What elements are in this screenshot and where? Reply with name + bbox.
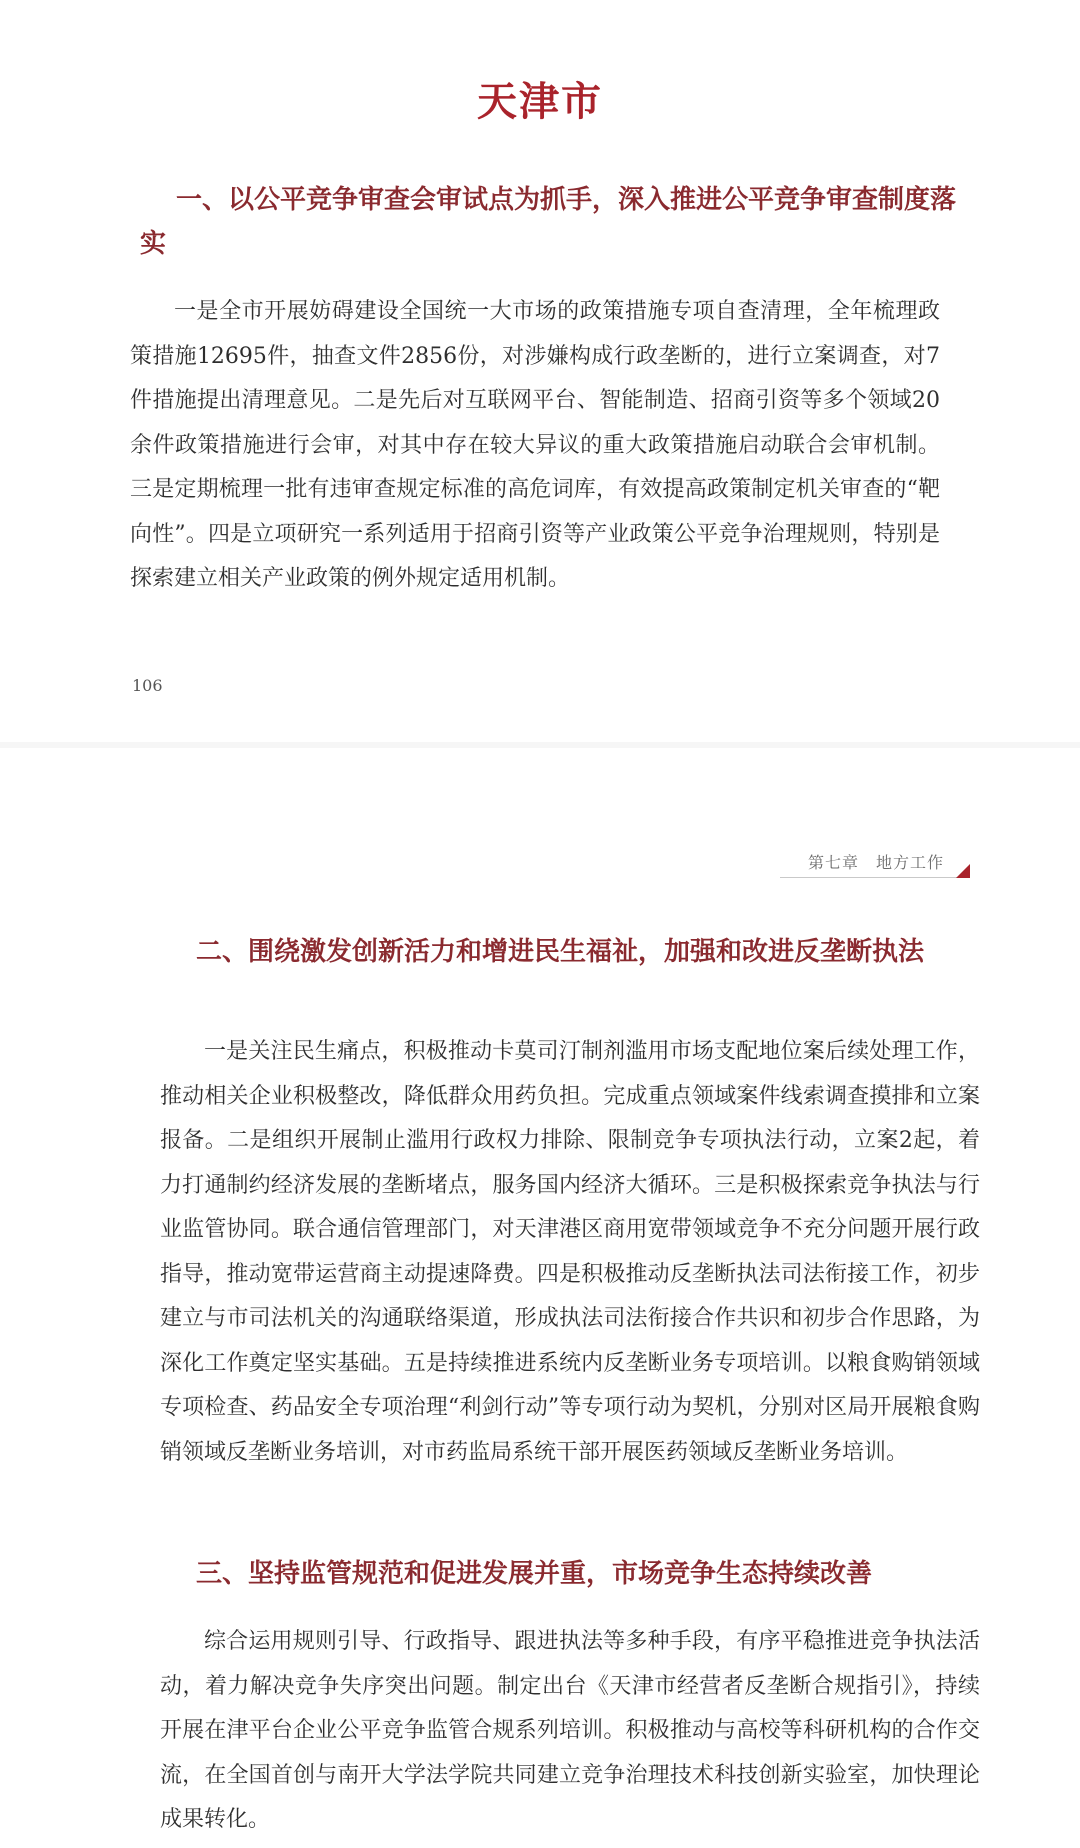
corner-triangle-icon (956, 864, 970, 878)
document-page-top (0, 0, 1080, 760)
page-number: 106 (132, 676, 163, 695)
section-body-1: 一是全市开展妨碍建设全国统一大市场的政策措施专项自查清理，全年梳理政策措施12695件，抽查文件2856份，对涉嫌构成行政垄断的，进行立案调查，对7件措施提出清理意见。二是先后对互联网平台、智能制造、招商引资等多个领域20余件政策措施进行会审，对其中存在较大异议的重大政策措施启动联合会审机制。三是定期梳理一批有违审查规定标准的高危词库，有效提高政策制定机关审查的“靶向性”。四是立项研究一系列适用于招商引资等产业政策公平竞争治理规则，特别是探索建立相关产业政策的例外规定适用机制。 (130, 299, 940, 591)
section-body-3: 综合运用规则引导、行政指导、跟进执法等多种手段，有序平稳推进竞争执法活动，着力解决竞争失序突出问题。制定出台《天津市经营者反垄断合规指引》，持续开展在津平台企业公平竞争监管合规系列培训。积极推动与高校等科研机构的合作交流，在全国首创与南开大学法学院共同建立竞争治理技术科技创新实验室，加快理论成果转化。 (160, 1629, 980, 1832)
section-heading-1: 一、以公平竞争审查会审试点为抓手，深入推进公平竞争审查制度落实 (140, 185, 957, 259)
section-heading-3: 三、坚持监管规范和促进发展并重，市场竞争生态持续改善 (196, 1559, 873, 1589)
page-divider (0, 742, 1080, 748)
chapter-rule (780, 877, 958, 878)
chapter-label: 第七章 地方工作 (807, 853, 944, 872)
page-title: 天津市 (477, 79, 603, 125)
section-body-2: 一是关注民生痛点，积极推动卡莫司汀制剂滥用市场支配地位案后续处理工作，推动相关企业积极整改，降低群众用药负担。完成重点领域案件线索调查摸排和立案报备。二是组织开展制止滥用行政权力排除、限制竞争专项执法行动，立案2起，着力打通制约经济发展的垄断堵点，服务国内经济大循环。三是积极探索竞争执法与行业监管协同。联合通信管理部门，对天津港区商用宽带领域竞争不充分问题开展行政指导，推动宽带运营商主动提速降费。四是积极推动反垄断执法司法衔接工作，初步建立与市司法机关的沟通联络渠道，形成执法司法衔接合作共识和初步合作思路，为深化工作奠定坚实基础。五是持续推进系统内反垄断业务专项培训。以粮食购销领域专项检查、药品安全专项治理“利剑行动”等专项行动为契机，分别对区局开展粮食购销领域反垄断业务培训，对市药监局系统干部开展医药领域反垄断业务培训。 (160, 1039, 980, 1465)
section-heading-2: 二、围绕激发创新活力和增进民生福祉，加强和改进反垄断执法 (196, 937, 925, 967)
chapter-header (780, 848, 970, 878)
